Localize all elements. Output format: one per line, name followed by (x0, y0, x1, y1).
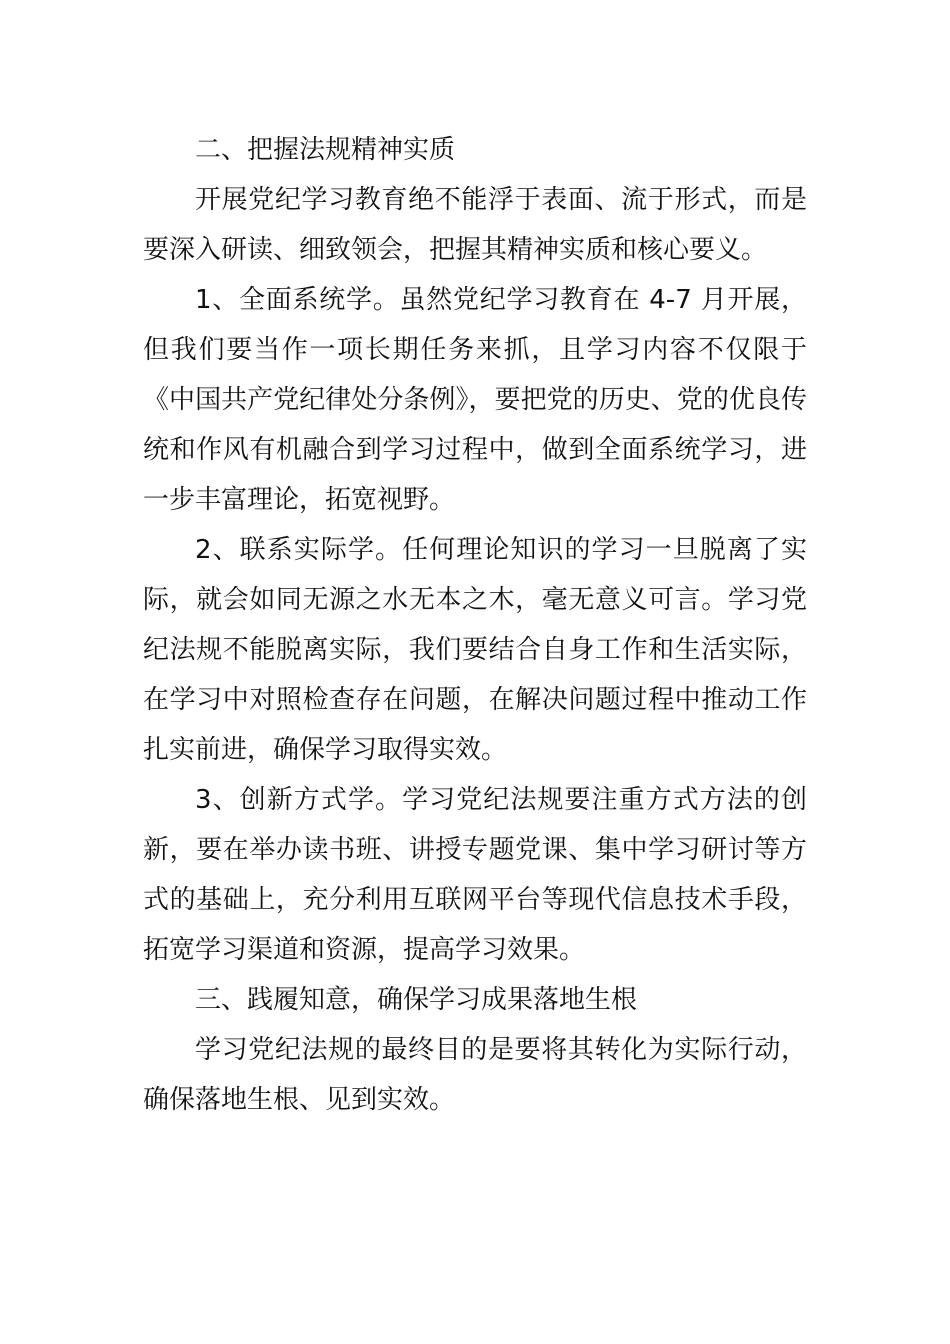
paragraph-point-two: 2、联系实际学。任何理论知识的学习一旦脱离了实际，就会如同无源之水无本之木，毫无意义可言。学习党纪法规不能脱离实际，我们要结合自身工作和生活实际，在学习中对照检查存在问题，在解决问题过程中推动工作扎实前进，确保学习取得实效。 (143, 535, 807, 765)
section-heading-two: 二、把握法规精神实质 (195, 135, 456, 165)
paragraph-conclusion: 学习党纪法规的最终目的是要将其转化为实际行动，确保落地生根、见到实效。 (143, 1035, 807, 1115)
paragraph-point-one: 1、全面系统学。虽然党纪学习教育在 4-7 月开展，但我们要当作一项长期任务来抓，且学习内容不仅限于《中国共产党纪律处分条例》，要把党的历史、党的优良传统和作风有机融合到学习过程中，做到全面系统学习，进一步丰富理论，拓宽视野。 (143, 285, 807, 515)
paragraph-point-three: 3、创新方式学。学习党纪法规要注重方式方法的创新，要在举办读书班、讲授专题党课、集中学习研讨等方式的基础上，充分利用互联网平台等现代信息技术手段，拓宽学习渠道和资源，提高学习效果。 (143, 785, 807, 965)
document-body (143, 125, 807, 1125)
section-heading-three: 三、践履知意，确保学习成果落地生根 (195, 985, 638, 1015)
paragraph-intro: 开展党纪学习教育绝不能浮于表面、流于形式，而是要深入研读、细致领会，把握其精神实质和核心要义。 (143, 185, 807, 265)
